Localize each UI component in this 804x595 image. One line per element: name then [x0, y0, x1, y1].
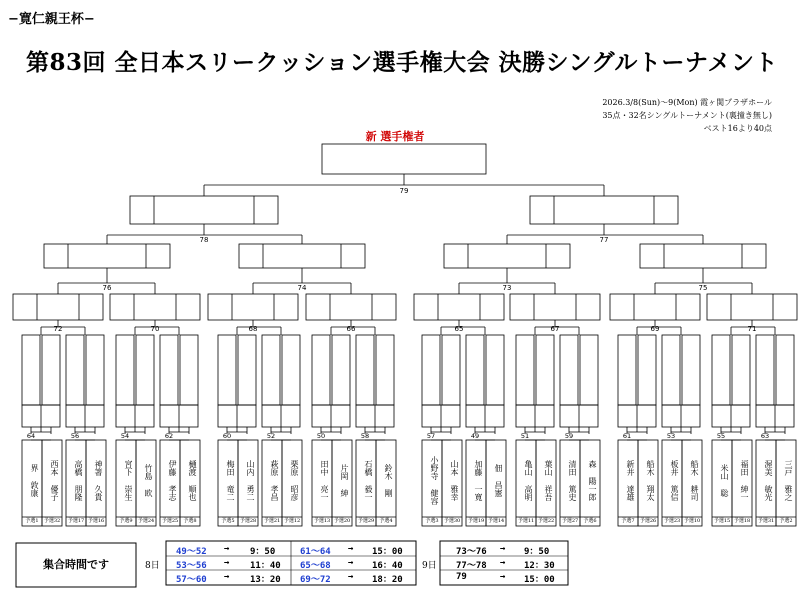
- schedule-arrow: →: [500, 558, 506, 568]
- schedule-matches: 65～68: [300, 561, 331, 571]
- player-seed: 予選8: [183, 518, 197, 524]
- player-seed: 予選12: [283, 518, 301, 524]
- player-name: 山本 雅幸: [450, 459, 459, 501]
- first-round-number: 59: [564, 432, 574, 440]
- first-round-number: 56: [70, 432, 80, 440]
- player-name: 米山 聡: [720, 463, 729, 497]
- player-seed: 予選14: [487, 518, 505, 524]
- match-77-number: 77: [599, 236, 609, 244]
- player-seed: 予選18: [733, 518, 751, 524]
- event-format: 35点・32名シングルトーナメント(裏撞き無し): [602, 111, 772, 120]
- event-best16-rule: ベスト16より40点: [703, 124, 772, 133]
- player-seed: 予選11: [517, 518, 535, 524]
- player-name: 梅田 竜二: [226, 459, 235, 501]
- match-number: 76: [102, 284, 112, 292]
- player-name: 田中 亮一: [320, 459, 329, 501]
- player-name: 清田 篤史: [568, 459, 577, 501]
- player-name: 鈴木 剛: [384, 463, 393, 497]
- schedule-matches: 53～56: [176, 561, 207, 571]
- player-name: 船木 耕司: [690, 459, 699, 501]
- player-seed: 予選1: [25, 518, 39, 524]
- schedule-matches: 49～52: [176, 547, 207, 557]
- player-seed: 予選3: [425, 518, 439, 524]
- player-name: 佃 昌憲: [494, 463, 503, 497]
- match-79-number: 79: [399, 187, 409, 195]
- schedule-arrow: →: [500, 544, 506, 554]
- schedule-matches: 73～76: [456, 547, 487, 557]
- player-name: 石橋 毅一: [364, 459, 373, 501]
- first-round-number: 64: [26, 432, 36, 440]
- player-name: 葉山 祥吾: [544, 459, 553, 501]
- player-seed: 予選13: [313, 518, 331, 524]
- schedule-arrow: →: [348, 544, 354, 554]
- schedule-arrow: →: [224, 544, 230, 554]
- match-number: 71: [747, 325, 757, 333]
- player-seed: 予選27: [561, 518, 579, 524]
- player-seed: 予選32: [43, 518, 61, 524]
- schedule-time: 15：00: [372, 547, 403, 557]
- match-number: 68: [248, 325, 258, 333]
- first-round-number: 51: [520, 432, 530, 440]
- schedule-arrow: →: [224, 558, 230, 568]
- schedule-arrow: →: [348, 558, 354, 568]
- schedule-matches: 57～60: [176, 575, 207, 585]
- schedule-arrow: →: [224, 572, 230, 582]
- schedule-time: 18：20: [372, 575, 403, 585]
- match-number: 66: [346, 325, 356, 333]
- player-name: 萩原 孝昌: [270, 459, 279, 501]
- player-seed: 予選31: [757, 518, 775, 524]
- player-name: 神箸 久貴: [94, 459, 103, 501]
- player-name: 船木 翔太: [646, 459, 655, 501]
- player-name: 樋渡 順也: [188, 459, 197, 501]
- first-round-number: 55: [716, 432, 726, 440]
- player-name: 西本 優子: [50, 459, 59, 501]
- player-seed: 予選20: [333, 518, 351, 524]
- match-number: 65: [454, 325, 464, 333]
- first-round-number: 57: [426, 432, 436, 440]
- player-name: 新井 達雄: [626, 459, 635, 501]
- schedule-matches: 79: [456, 572, 467, 582]
- player-seed: 予選10: [683, 518, 701, 524]
- match-number: 74: [297, 284, 307, 292]
- first-round-number: 52: [266, 432, 276, 440]
- first-round-number: 53: [666, 432, 676, 440]
- player-name: 山内 勇二: [246, 459, 255, 501]
- first-round-number: 61: [622, 432, 632, 440]
- player-seed: 予選5: [221, 518, 235, 524]
- match-number: 73: [502, 284, 512, 292]
- player-name: 加藤 一寛: [474, 459, 483, 501]
- player-seed: 予選24: [137, 518, 155, 524]
- first-round-number: 63: [760, 432, 770, 440]
- first-round-number: 50: [316, 432, 326, 440]
- player-seed: 予選7: [621, 518, 635, 524]
- player-name: 竹島 欧: [144, 463, 153, 497]
- player-seed: 予選21: [263, 518, 281, 524]
- player-seed: 予選2: [779, 518, 793, 524]
- schedule-time: 9：50: [524, 547, 550, 557]
- player-seed: 予選28: [239, 518, 257, 524]
- schedule-arrow: →: [348, 572, 354, 582]
- champion-label: 新 選手権者: [365, 130, 425, 143]
- first-round-number: 60: [222, 432, 232, 440]
- match-number: 69: [650, 325, 660, 333]
- player-name: 福田 紳一: [740, 459, 749, 501]
- first-round-number: 49: [470, 432, 480, 440]
- cup-name: −寛仁親王杯−: [8, 12, 95, 27]
- player-seed: 予選22: [537, 518, 555, 524]
- match-number: 67: [550, 325, 560, 333]
- schedule-matches: 77～78: [456, 561, 487, 571]
- schedule-day2: 9日: [422, 561, 437, 571]
- player-seed: 予選19: [467, 518, 485, 524]
- schedule-time: 16：40: [372, 561, 403, 571]
- schedule-arrow: →: [500, 572, 506, 582]
- player-seed: 予選6: [583, 518, 597, 524]
- player-seed: 予選25: [161, 518, 179, 524]
- player-seed: 予選26: [639, 518, 657, 524]
- match-number: 70: [150, 325, 160, 333]
- player-name: 伊藤 孝志: [168, 459, 177, 501]
- event-date-venue: 2026.3/8(Sun)〜9(Mon) 霞ヶ関プラザホール: [602, 98, 772, 107]
- page-title: 第83回 全日本スリークッション選手権大会 決勝シングルトーナメント: [26, 49, 778, 76]
- match-number: 72: [53, 325, 63, 333]
- schedule-label: 集合時間です: [43, 558, 109, 571]
- player-name: 小野寺 健容: [430, 455, 439, 505]
- player-name: 渥美 敏光: [764, 459, 773, 501]
- player-name: 森 陽一郎: [588, 459, 597, 501]
- player-seed: 予選30: [443, 518, 461, 524]
- player-name: 栗原 昭彦: [290, 459, 299, 501]
- player-seed: 予選9: [119, 518, 133, 524]
- schedule-day1: 8日: [145, 561, 160, 571]
- first-round-number: 62: [164, 432, 174, 440]
- player-name: 亀山 高明: [524, 459, 533, 501]
- first-round-number: 54: [120, 432, 130, 440]
- schedule-time: 9：50: [250, 547, 276, 557]
- player-seed: 予選17: [67, 518, 85, 524]
- schedule-time: 12：30: [524, 561, 555, 571]
- match-78-number: 78: [199, 236, 209, 244]
- schedule-matches: 61～64: [300, 547, 331, 557]
- player-seed: 予選15: [713, 518, 731, 524]
- schedule-time: 11：40: [250, 561, 281, 571]
- player-name: 界 敦康: [30, 463, 39, 497]
- player-seed: 予選23: [663, 518, 681, 524]
- player-name: 板井 篤信: [670, 459, 679, 501]
- schedule-time: 15：00: [524, 575, 555, 585]
- schedule-matches: 69～72: [300, 575, 331, 585]
- player-name: 高橋 朋隆: [74, 459, 83, 501]
- schedule-time: 13：20: [250, 575, 281, 585]
- player-seed: 予選29: [357, 518, 375, 524]
- player-name: 三戸 雅之: [784, 459, 793, 501]
- match-number: 75: [698, 284, 708, 292]
- first-round-number: 58: [360, 432, 370, 440]
- player-seed: 予選16: [87, 518, 105, 524]
- player-seed: 予選4: [379, 518, 393, 524]
- player-name: 片岡 紳: [340, 463, 349, 497]
- player-name: 宮下 崇生: [124, 459, 133, 501]
